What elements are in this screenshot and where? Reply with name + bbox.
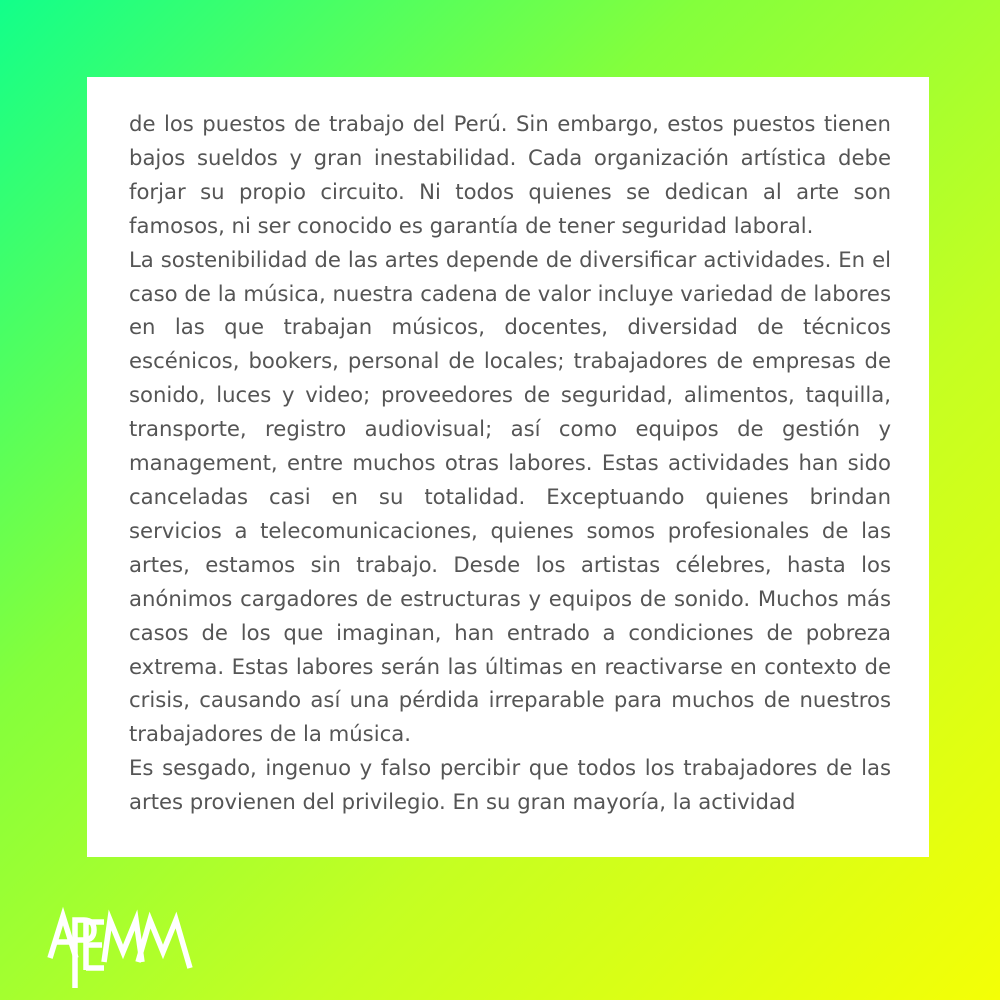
- apemm-logo: [46, 906, 196, 990]
- paragraph-1: de los puestos de trabajo del Perú. Sin embargo, estos puestos tienen bajos sueldos y gran inestabilidad. Cada organización artística debe forjar su propio circuito. Ni todos quienes se dedican al arte son famosos, ni ser conocido es garantía de tener seguridad laboral.: [129, 111, 891, 238]
- article-body: [129, 107, 891, 819]
- text-card: [87, 77, 929, 857]
- apemm-logo-mark: [46, 906, 196, 990]
- paragraph-2: La sostenibilidad de las artes depende de diversificar actividades. En el caso de la música, nuestra cadena de valor incluye variedad de labores en las que trabajan músicos, docentes, diversidad de técnicos escénicos, bookers, personal de locales; trabajadores de empresas de sonido, luces y video; proveedores de seguridad, alimentos, taquilla, transporte, registro audiovisual; así como equipos de gestión y management, entre muchos otras labores. Estas actividades han sido canceladas casi en su totalidad. Exceptuando quienes brindan servicios a telecomunicaciones, quienes somos profesionales de las artes, estamos sin trabajo. Desde los artistas célebres, hasta los anónimos cargadores de estructuras y equipos de sonido. Muchos más casos de los que imaginan, han entrado a condiciones de pobreza extrema. Estas labores serán las últimas en reactivarse en contexto de crisis, causando así una pérdida irreparable para muchos de nuestros trabajadores de la música.: [129, 246, 891, 747]
- paragraph-3: Es sesgado, ingenuo y falso percibir que todos los trabajadores de las artes provienen del privilegio. En su gran mayoría, la actividad: [129, 755, 891, 815]
